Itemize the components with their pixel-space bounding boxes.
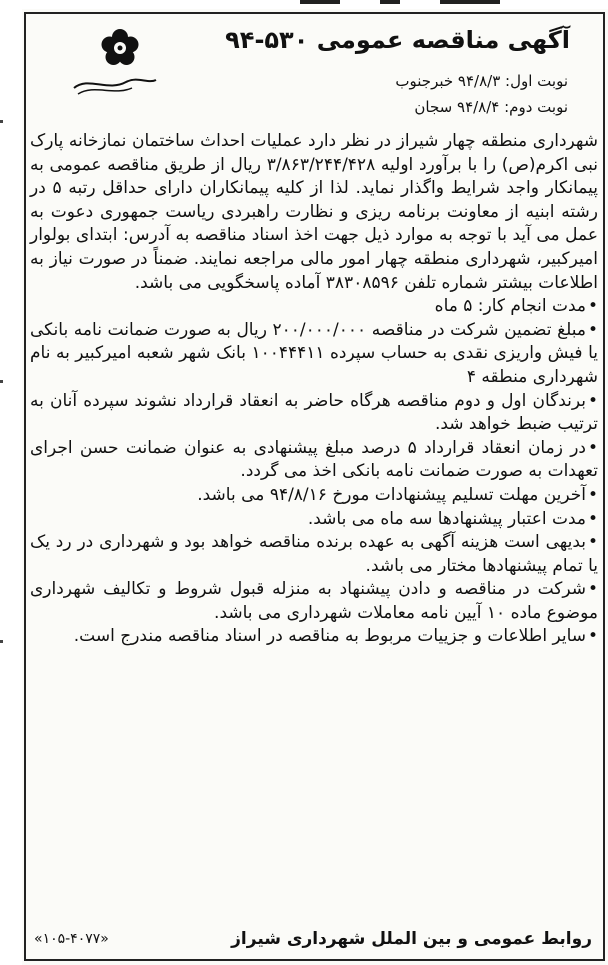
list-item: •مدت اعتبار پیشنهادها سه ماه می باشد.	[307, 508, 598, 529]
shiraz-municipality-logo	[68, 26, 160, 98]
conditions-list	[30, 295, 598, 649]
list-item: •آخرین مهلت تسلیم پیشنهادات مورخ ۹۴/۸/۱۶ می باشد.	[197, 484, 598, 505]
list-item: •مدت انجام کار: ۵ ماه	[434, 296, 598, 317]
notice-body	[30, 130, 598, 649]
list-item: •در زمان انعقاد قرارداد ۵ درصد مبلغ پیشنهادی به عنوان ضمانت حسن اجرای تعهدات به صورت ضمانت نامه بانکی اخذ می گردد.	[30, 437, 599, 482]
list-item: •سایر اطلاعات و جزییات مربوط به مناقصه در اسناد مناقصه مندرج است.	[73, 626, 598, 647]
flower-icon	[68, 26, 160, 98]
second-publication: نوبت دوم: ۹۴/۸/۴ سجان	[414, 98, 568, 116]
list-item: •بدیهی است هزینه آگهی به عهده برنده مناقصه خواهد بود و شهرداری در رد یک یا تمام پیشنهادها مختار می باشد.	[30, 532, 598, 576]
left-edge-artifact	[0, 0, 22, 965]
intro-paragraph: شهرداری منطقه چهار شیراز در نظر دارد عملیات احداث ساختمان نمازخانه پارک نبی اکرم(ص) را با برآورد اولیه ۳/۸۶۳/۲۴۴/۴۲۸ ریال از طریق مناقصه عمومی به پیمانکار واجد شرایط واگذار نماید. لذا از کلیه پیمانکاران دارای حداقل رتبه ۵ در رشته ابنیه از معاونت برنامه ریزی و نظارت راهبردی ریاست جمهوری دعوت به عمل می آید با توجه به موارد ذیل جهت اخذ اسناد مناقصه به آدرس: ابتدای بولوار امیرکبیر، شهرداری منطقه چهار امور مالی مراجعه نمایند. ضمناً در صورت نیاز به اطلاعات بیشتر شماره تلفن ۳۸۳۰۸۵۹۶ آماده پاسخگویی می باشد.	[30, 131, 598, 293]
list-item: •مبلغ تضمین شرکت در مناقصه ۲۰۰/۰۰۰/۰۰۰ ریال به صورت ضمانت نامه بانکی یا فیش واریزی نقدی به حساب سپرده ۱۰۰۴۴۴۱۱ بانک شهر شعبه امیرکبیر به نام شهرداری منطقه ۴	[30, 319, 598, 387]
footer-organization: روابط عمومی و بین الملل شهرداری شیراز	[231, 929, 592, 949]
list-item: •شرکت در مناقصه و دادن پیشنهاد به منزله قبول شروط و تکالیف شهرداری موضوع ماده ۱۰ آیین نامه معاملات شهرداری می باشد.	[30, 579, 598, 623]
top-strip	[0, 0, 608, 9]
list-item: •برندگان اول و دوم مناقصه هرگاه حاضر به انعقاد قرارداد نشوند سپرده آنان به ترتیب ضبط خواهد شد.	[30, 390, 598, 435]
first-publication: نوبت اول: ۹۴/۸/۳ خبرجنوب	[395, 72, 568, 90]
footer-code: «۱۰۵-۴۰۷۷»	[34, 931, 109, 947]
notice-footer	[34, 925, 592, 953]
notice-title: آگهی مناقصه عمومی ۵۳۰-۹۴	[225, 26, 570, 54]
